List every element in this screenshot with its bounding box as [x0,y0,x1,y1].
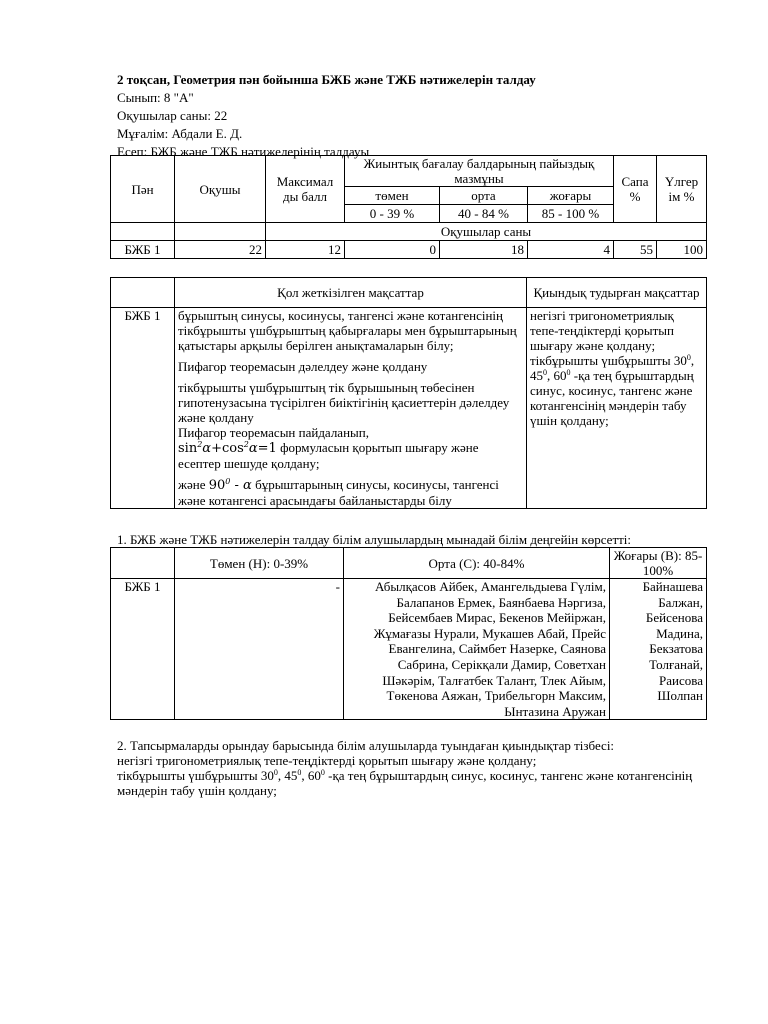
achieved-goal-2: Пифагор теоремасын дәлелдеу және қолдану [178,359,428,374]
row-mid: 18 [440,241,528,259]
section2-heading: 2. Тапсырмаларды орындау барысында білім алушыларда туындаған қиындықтар тізбесі: [117,738,615,754]
row-high: 4 [528,241,614,259]
col-high-header: жоғары [528,187,614,205]
achieved-goal-5: және $90^0$ - α бұрыштарының синусы, косинусы, тангенсі және котангенсі арасындағы байланыстарды білу [178,477,499,508]
level-high-students: Байнашева Балжан, Бейсенова Мадина, Бекзатова Толғанай, Раисова Шолпан [610,579,707,720]
difficult-goal-2: тікбұрышты үшбұрышты $30^0$, $45^0$, $60^0$ -қа тең бұрыштардың синус, косинус, тангенс және котангенсінің мәндерін табу үшін қолдану; [530,353,695,428]
document-title: 2 тоқсан, Геометрия пән бойынша БЖБ және ТЖБ нәтижелерін талдау [117,72,536,87]
report-line: Есеп: БЖБ және ТЖБ нәтижелерінің талдауы [117,144,370,159]
level-low-value: - [175,579,344,720]
range-low: 0 - 39 % [345,205,440,223]
section1-heading: 1. БЖБ және ТЖБ нәтижелерін талдау білім алушылардың мынадай білім деңгейін көрсетті: [117,532,632,547]
achieved-goal-4-intro: Пифагор теоремасын пайдаланып, [178,425,369,440]
range-high: 85 - 100 % [528,205,614,223]
achieved-goal-1: бұрыштың синусы, косинусы, тангенсі және котангенсінің тікбұрышты үшбұрыштың қабырғалары мен бұрыштарының қатыстары арқылы берілген анықтамаларын білу; [178,308,517,353]
row-students: 22 [175,241,266,259]
results-table [110,155,707,259]
empty-cell [111,278,175,308]
empty-cell [175,223,266,241]
achieved-goal-3: тікбұрышты үшбұрыштың тік бұрышының төбесінен гипотенузасына түсірілген биіктігінің қасиеттерін дәлелдеу және қолдану [178,380,510,425]
col-subject-header: Пән [111,156,175,223]
col-level-mid-header: Орта (С): 40-84% [344,548,610,579]
col-quality-header: Сапа % [614,156,657,223]
goals-table [110,277,707,509]
levels-table [110,547,707,720]
difficult-goal-1: негізгі тригонометриялық тепе-теңдіктерді қорытып шығару және қолдану; [530,308,674,353]
class-line: Сынып: 8 "А" [117,90,194,105]
row-success: 100 [657,241,707,259]
col-mid-header: орта [440,187,528,205]
empty-cell [111,548,175,579]
col-low-header: төмен [345,187,440,205]
col-success-header: Үлгер ім % [657,156,707,223]
document-page [117,70,717,798]
difficult-goals-cell [527,308,707,509]
row-subject: БЖБ 1 [111,241,175,259]
trig-identity-formula: $\sin^2\alpha+\cos^2\alpha=1$ [178,440,277,456]
col-max-header: Максимал ды балл [266,156,345,223]
students-line: Оқушылар саны: 22 [117,108,228,123]
achieved-goal-4-text: формуласын қорытып шығару және есептер шешуде қолдану; [178,440,479,471]
col-difficult-header: Қиындық тудырған мақсаттар [527,278,707,308]
empty-cell [111,223,175,241]
col-achieved-header: Қол жеткізілген мақсаттар [175,278,527,308]
level-mid-students: Абылқасов Айбек, Амангельдыева Гүлім, Балапанов Ермек, Баянбаева Нәргиза, Бейсембаев Мирас, Бекенов Мейіржан, Жұмағазы Нурали, Мукашев Абай, Прейс Евангелина, Саймбет Назерке, Саянова Сабрина, Серікқали Дамир, Советхан Шәкәрім, Талғатбек Талант, Тлек Айым, Төкенова Аяжан, Трибельгорн Максим, Ынтазина Аружан [344,579,610,720]
students-count-label: Оқушылар саны [266,223,707,241]
levels-row-label: БЖБ 1 [111,579,175,720]
row-low: 0 [345,241,440,259]
col-distribution-header: Жиынтық бағалау балдарының пайыздық мазмұны [345,156,614,187]
teacher-line: Мұғалім: Абдали Е. Д. [117,126,243,141]
section2-item-2: тікбұрышты үшбұрышты $30^0$, $45^0$, $60^0$ -қа тең бұрыштардың синус, косинус, тангенс және котангенсінің мәндерін табу үшін қолдану; [117,768,693,799]
col-level-low-header: Төмен (Н): 0-39% [175,548,344,579]
row-max: 12 [266,241,345,259]
angle-formula: $90^0$ - α [208,477,252,493]
col-level-high-header: Жоғары (В): 85-100% [610,548,707,579]
range-mid: 40 - 84 % [440,205,528,223]
achieved-goal-4 [178,425,523,471]
row-quality: 55 [614,241,657,259]
section2 [117,738,717,798]
col-student-header: Оқушы [175,156,266,223]
achieved-goals-cell [175,308,527,509]
goals-row-label: БЖБ 1 [111,308,175,509]
section2-item-1: негізгі тригонометриялық тепе-теңдіктерді қорытып шығару және қолдану; [117,753,537,769]
